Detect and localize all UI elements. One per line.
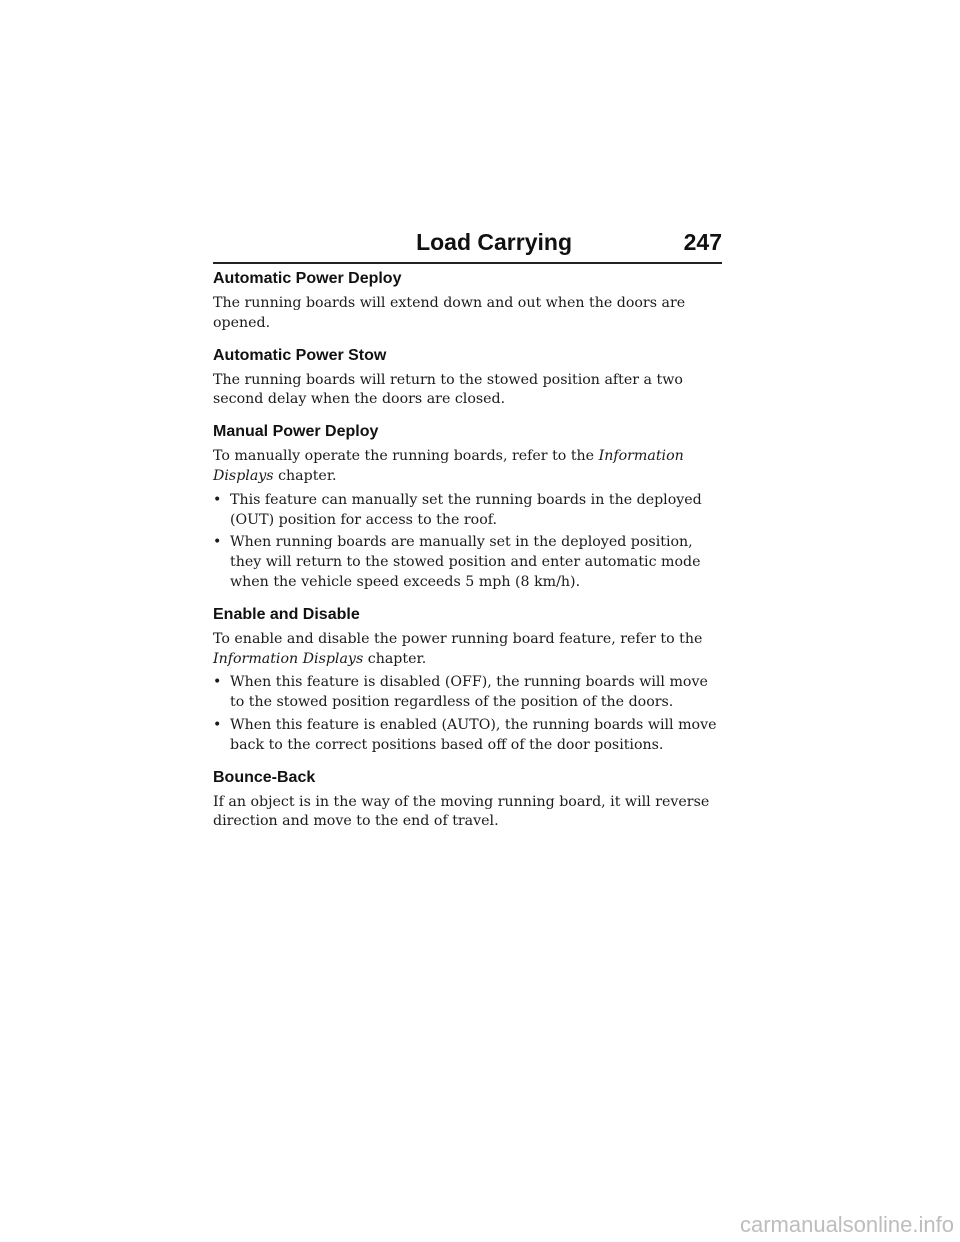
page-header — [213, 226, 722, 264]
section-heading: Manual Power Deploy — [213, 423, 379, 441]
paragraph-text: To enable and disable the power running board feature, refer to the — [213, 630, 703, 647]
section-paragraph: If an object is in the way of the moving running board, it will reverse direction and move to the end of travel. — [213, 793, 710, 830]
section-heading: Bounce-Back — [213, 768, 316, 786]
page-number: 247 — [683, 229, 722, 255]
list-item-text: When running boards are manually set in the deployed position, they will return to the stowed position and enter automatic mode when the vehicle speed exceeds 5 mph (8 km/h). — [230, 534, 701, 590]
bullet-icon: • — [213, 534, 222, 551]
bullet-icon: • — [213, 716, 222, 733]
paragraph-text: To manually operate the running boards, refer to the — [213, 448, 595, 465]
list-item — [213, 673, 725, 713]
chapter-title: Load Carrying — [416, 229, 572, 255]
list-item — [213, 491, 725, 531]
section-paragraph — [213, 630, 725, 670]
watermark-text: carmanualsonline.info — [739, 1212, 954, 1237]
section-bounce-back — [213, 767, 725, 833]
section-heading: Enable and Disable — [213, 605, 360, 623]
section-paragraph: The running boards will return to the stowed position after a two second delay when the doors are closed. — [213, 371, 683, 408]
bullet-icon: • — [213, 674, 222, 691]
chapter-reference: Information Displays — [213, 650, 364, 667]
bullet-icon: • — [213, 491, 222, 508]
list-item — [213, 716, 725, 756]
section-paragraph — [213, 447, 725, 487]
chapter-reference: Information Displays — [213, 448, 684, 484]
section-heading: Automatic Power Deploy — [213, 270, 402, 287]
list-item-text: When this feature is disabled (OFF), the running boards will move to the stowed position regardless of the position of the doors. — [230, 674, 708, 711]
section-enable-and-disable — [213, 604, 725, 756]
list-item-text: When this feature is enabled (AUTO), the running boards will move back to the correct positions based off of the door positions. — [230, 716, 717, 753]
paragraph-text: chapter. — [367, 650, 427, 667]
bullet-list — [213, 491, 725, 593]
list-item-text: This feature can manually set the running boards in the deployed (OUT) position for access to the roof. — [230, 491, 702, 528]
section-automatic-power-deploy — [213, 268, 725, 334]
section-manual-power-deploy — [213, 421, 725, 593]
section-heading: Automatic Power Stow — [213, 346, 387, 364]
section-automatic-power-stow — [213, 345, 725, 411]
bullet-list — [213, 673, 725, 755]
page-content — [213, 268, 725, 843]
section-paragraph: The running boards will extend down and out when the doors are opened. — [213, 295, 686, 331]
paragraph-text: chapter. — [278, 467, 337, 484]
list-item — [213, 533, 725, 592]
